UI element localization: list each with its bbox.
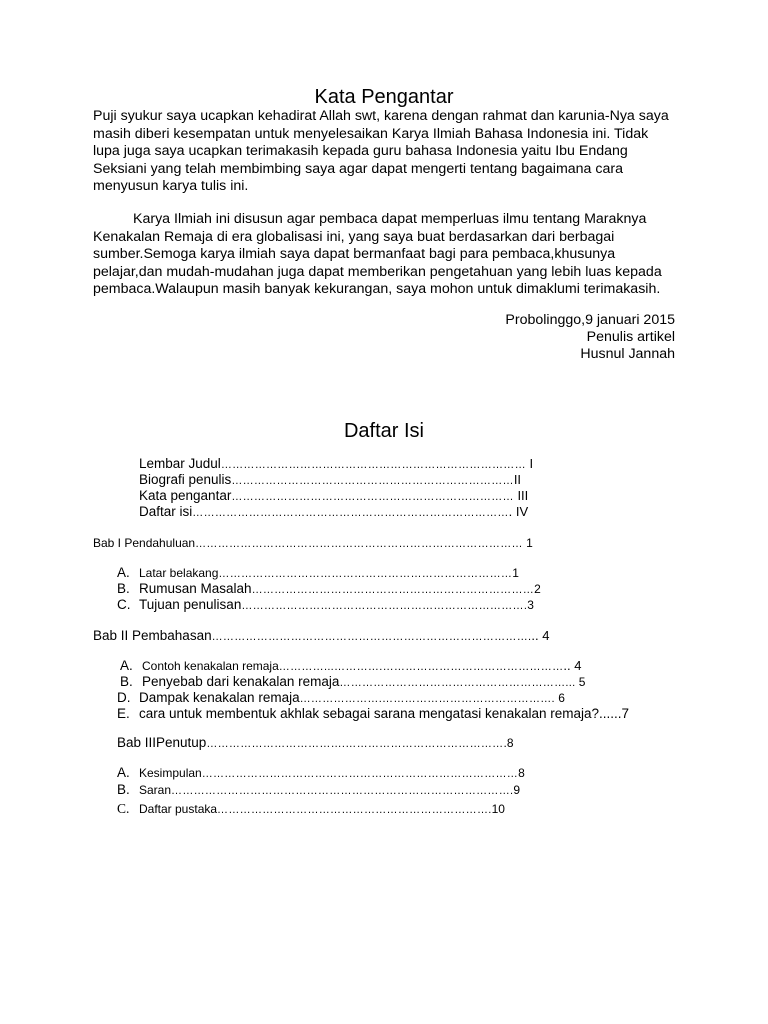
toc-entry-page: 7 <box>621 706 630 721</box>
toc-entry-dots: …………………………………………………………………… <box>218 568 513 580</box>
toc-subentry <box>117 596 667 615</box>
toc-entry-label: Kesimpulan <box>139 766 202 780</box>
toc-chapter <box>117 734 657 753</box>
toc-entry-dots: ………………….………………………………………. <box>299 693 555 705</box>
toc-entry-marker: A. <box>117 765 130 780</box>
toc-entry-label: Rumusan Masalah <box>139 581 252 596</box>
toc-entry-page: .8 <box>503 736 514 750</box>
toc-entry-label: Lembar Judul <box>139 456 221 471</box>
toc-entry-page: 1 <box>522 536 533 550</box>
toc-entry-page: . IV <box>508 504 529 519</box>
toc-entry-marker: A. <box>120 658 133 673</box>
toc-entry-dots: ………………………………………………………………… <box>251 584 535 596</box>
toc-entry-page: 10 <box>491 802 505 816</box>
toc-entry-dots: ...... <box>599 706 622 721</box>
toc-entry-dots: ………………………………………………………………. <box>217 804 492 816</box>
toc-entry-dots: ………………………………………………………………… <box>231 491 514 503</box>
toc-entry-label: Bab I Pendahuluan <box>93 536 196 550</box>
toc-entry-label: Daftar isi <box>139 504 193 519</box>
signature-block <box>505 312 675 363</box>
toc-entry-marker: B. <box>117 581 130 596</box>
toc-entry-label: Tujuan penulisan <box>139 597 242 612</box>
toc-entry-marker: C. <box>117 801 130 816</box>
toc-entry-label: Latar belakang <box>139 566 219 580</box>
toc-entry-label: Penyebab dari kenakalan remaja <box>142 674 340 689</box>
toc-entry-label: Dampak kenakalan remaja <box>139 690 300 705</box>
toc-entry-dots: …………………………………………………………………………… <box>195 538 523 550</box>
toc-chapter <box>93 534 663 553</box>
toc-entry-marker: C. <box>117 597 131 612</box>
toc-entry-label: Saran <box>139 783 172 797</box>
toc-chapter <box>93 627 673 646</box>
toc-entry-label: Kata pengantar <box>139 488 232 503</box>
toc-entry-label: Daftar pustaka <box>139 802 218 816</box>
kata-pengantar-paragraph-1: Puji syukur saya ucapkan kehadirat Allah swt, karena dengan rahmat dan karunia-Nya saya masih diberi kesempatan untuk menyelesaikan Karya Ilmiah Bahasa Indonesia ini. Tidak lupa juga saya ucapkan terimakasih kepada guru bahasa Indonesia yaitu Ibu Endang Seksiani yang telah membimbing saya agar dapat mengerti tentang bagaimana cara menyusun karya tulis ini. <box>93 108 669 195</box>
toc-entry-page: III <box>513 488 529 503</box>
toc-subentry <box>117 705 677 722</box>
signature-role: Penulis artikel <box>586 329 675 345</box>
toc-entry-dots: ……………………………………………………………………… <box>220 459 526 471</box>
toc-entry-dots: ………………………………………………………………………… <box>192 507 509 519</box>
toc-entry-label: Bab II Pembahasan <box>93 628 212 643</box>
toc-subentry <box>117 781 667 800</box>
toc-entry-page: .. 4 <box>563 658 582 673</box>
toc-entry-dots: …………………………………………………………………. <box>241 600 528 612</box>
signature-name: Husnul Jannah <box>580 346 675 362</box>
toc-entry-dots: ……………………………….…………………………………… <box>206 738 504 750</box>
toc-entry-page: 3 <box>527 598 534 612</box>
toc-entry <box>139 503 659 522</box>
toc-entry-dots: ………………………………………………………………………………. <box>171 785 514 797</box>
toc-entry-label: cara untuk membentuk akhlak sebagai sarana mengatasi kenakalan remaja? <box>139 706 600 721</box>
toc-entry-dots: ……………………………………………………... <box>339 677 576 689</box>
toc-entry-dots: …………...………….………………………………………… <box>278 661 564 673</box>
toc-entry-page: 5 <box>575 675 586 689</box>
toc-entry-page: II <box>513 472 522 487</box>
toc-entry-label: Contoh kenakalan remaja <box>142 659 279 673</box>
signature-place-date: Probolinggo,9 januari 2015 <box>505 312 675 328</box>
toc-entry-marker: A. <box>117 565 130 580</box>
toc-entry-marker: B. <box>120 674 133 689</box>
toc-entry-page: 6 <box>554 691 565 705</box>
toc-entry-label: Bab IIIPenutup <box>117 735 207 750</box>
toc-entry-page: 2 <box>534 582 541 596</box>
toc-entry-label: Biografi penulis <box>139 472 232 487</box>
toc-entry-dots: …………………………………………………………………………. <box>211 631 532 643</box>
toc-entry-page: 1 <box>512 566 519 580</box>
toc-entry-dots: ………………………………………………………………… <box>231 475 514 487</box>
toc-entry-page: 8 <box>518 766 525 780</box>
toc-entry-dots: ………………………………………………………………………… <box>201 768 519 780</box>
toc-entry-marker: D. <box>117 690 131 705</box>
toc-entry-page: .. 4 <box>531 628 550 643</box>
toc-entry-page: I <box>525 456 534 471</box>
toc-entry-marker: E. <box>117 706 130 721</box>
toc-entry-marker: B. <box>117 782 130 797</box>
toc-entry-page: 9 <box>513 783 521 797</box>
daftar-isi-title: Daftar Isi <box>343 420 425 442</box>
kata-pengantar-title: Kata Pengantar <box>314 86 454 108</box>
kata-pengantar-paragraph-2: Karya Ilmiah ini disusun agar pembaca dapat memperluas ilmu tentang Maraknya Kenakalan Remaja di era globalisasi ini, yang saya buat berdasarkan dari berbagai sumber.Semoga karya ilmiah saya dapat bermanfaat bagi para pembaca,khusunya pelajar,dan mudah-mudahan juga dapat memberikan pengetahuan yang lebih luas kepada pembaca.Walaupun masih banyak kekurangan, saya mohon untuk dimaklumi terimakasih. <box>93 211 662 298</box>
toc-subentry <box>117 800 667 819</box>
